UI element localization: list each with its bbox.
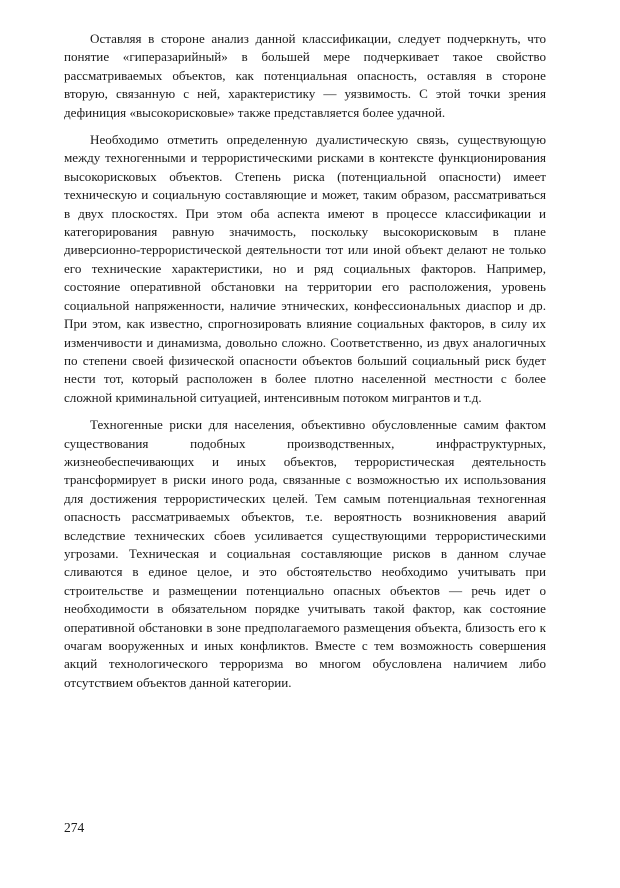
paragraph-1: Оставляя в стороне анализ данной классификации, следует подчеркнуть, что понятие «гиперазарийный» в большей мере подчеркивает такое свойство рассматриваемых объектов, как потенциальная опасность, оставляя в стороне вторую, связанную с ней, характеристику — уязвимость. С этой точки зрения дефиниция «высокорисковые» также представляется более удачной. — [64, 31, 546, 120]
page-number: 274 — [64, 820, 85, 835]
paragraph-2: Необходимо отметить определенную дуалистическую связь, существующую между техногенными и террористическими рисками в контексте функционирования высокорисковых объектов. Степень риска (потенциальной опасности) имеет техническую и социальную составляющие и может, таким образом, рассматриваться в двух плоскостях. При этом оба аспекта имеют в процессе классификации и категорирования равную значимость, поскольку высокорисковым в плане диверсионно-террористической деятельности тот или иной объект делают не только его технические характеристики, но и ряд социальных факторов. Например, состояние оперативной обстановки на территории его расположения, уровень социальной напряженности, наличие этнических, конфессиональных диаспор и др. При этом, как известно, спрогнозировать влияние социальных факторов, в силу их изменчивости и динамизма, довольно сложно. Соответственно, из двух аналогичных по степени своей физической опасности объектов больший социальный риск будет нести тот, который расположен в более плотно населенной местности с более сложной криминальной ситуацией, интенсивным потоком мигрантов и т.д. — [64, 132, 546, 405]
page-body — [64, 30, 546, 701]
paragraph-3: Техногенные риски для населения, объективно обусловленные самим фактом существования подобных производственных, инфраструктурных, жизнеобеспечивающих и иных объектов, террористическая деятельность трансформирует в риски иного рода, связанные с возможностью их использования для достижения террористических целей. Тем самым потенциальная техногенная опасность рассматриваемых объектов, т.е. вероятность возникновения аварий вследствие технических сбоев усиливается существующими террористическими угрозами. Техническая и социальная составляющие рисков в данном случае сливаются в единое целое, и это обстоятельство необходимо учитывать при строительстве и размещении потенциально опасных объектов — речь идет о необходимости в обязательном порядке учитывать такой фактор, как состояние оперативной обстановки в зоне предполагаемого размещения объекта, близость его к очагам вооруженных и иных конфликтов. Вместе с тем возможность совершения акций технологического терроризма во многом обусловлена наличием либо отсутствием объектов данной категории. — [64, 417, 546, 690]
